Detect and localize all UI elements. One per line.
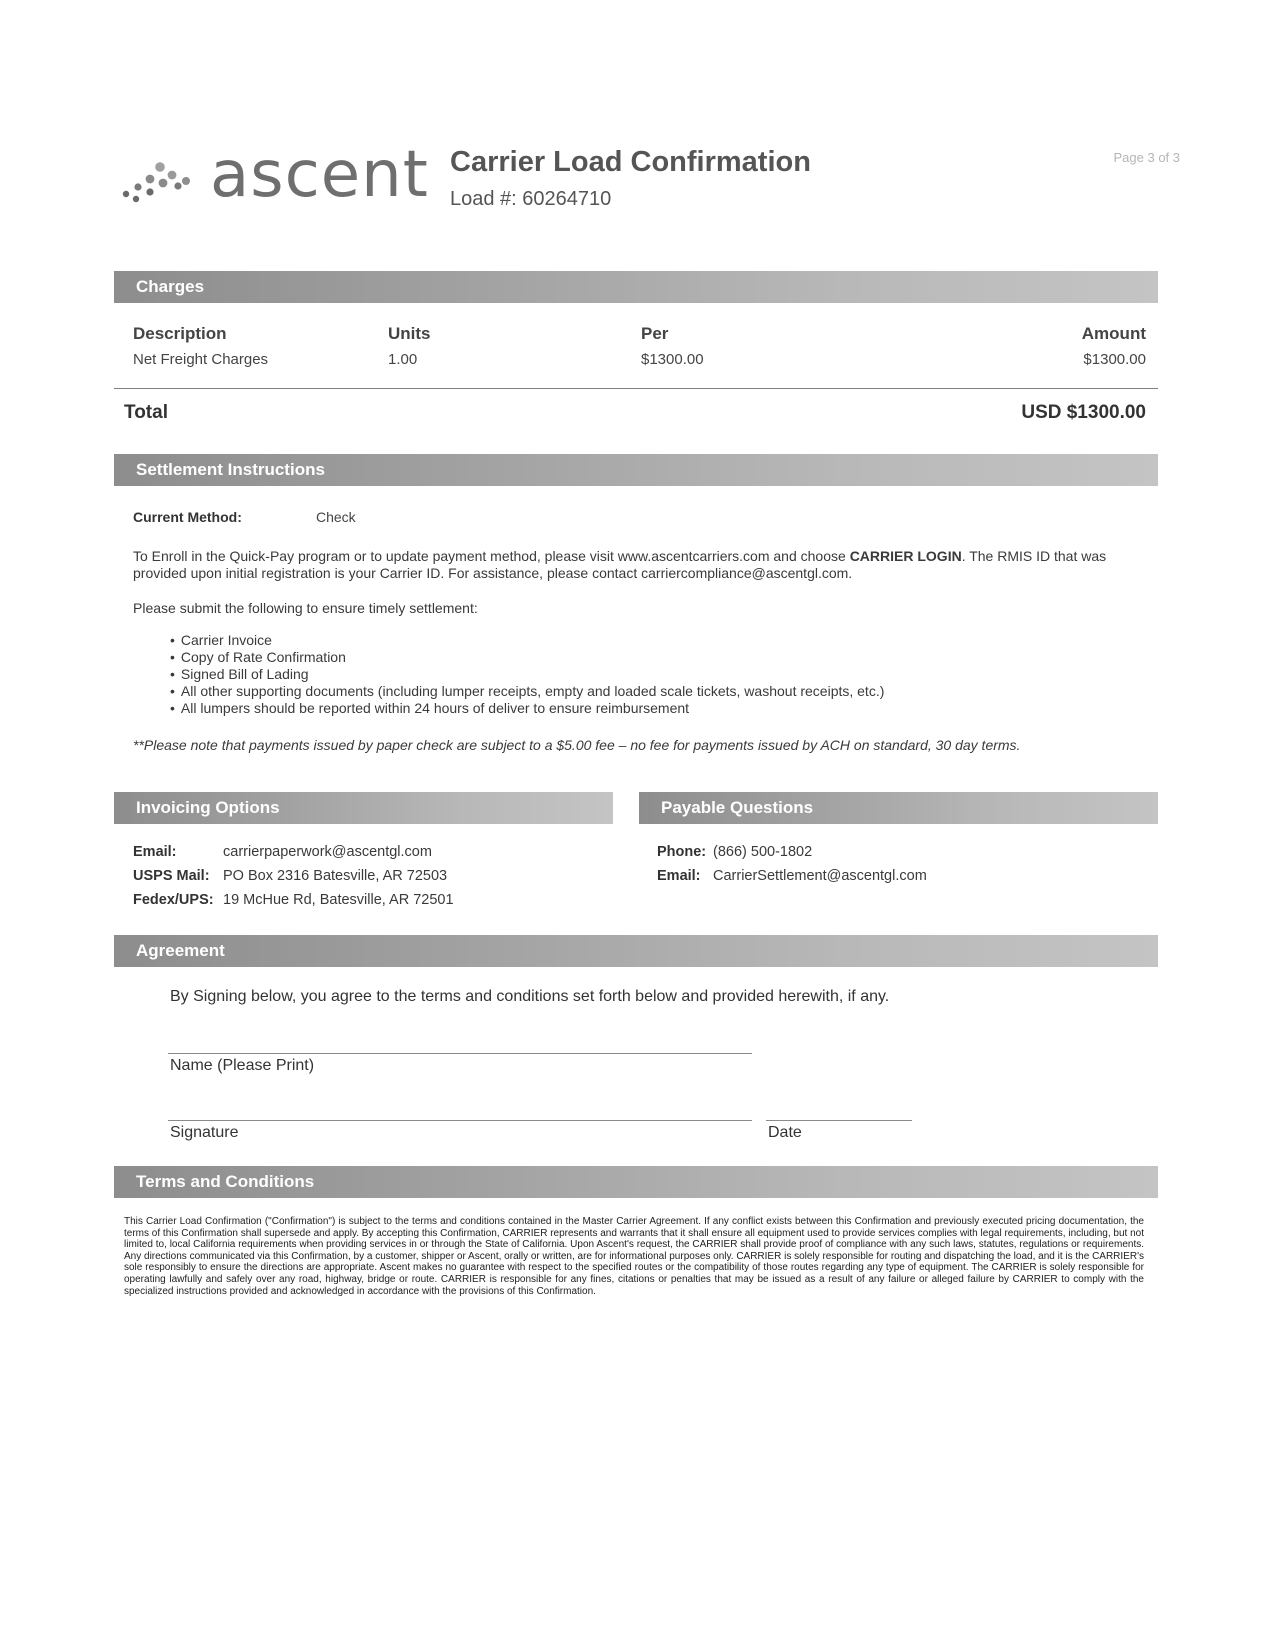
- fedex-ups-label: Fedex/UPS:: [133, 892, 214, 908]
- settlement-section-header: Settlement Instructions: [114, 454, 1158, 486]
- fedex-ups-row: [133, 892, 454, 908]
- enroll-text-2: . The RMIS ID that was provided upon initial registration is your Carrier ID. For assistance, please contact carriercompliance@ascentgl.com.: [133, 548, 1107, 581]
- payable-section-header: Payable Questions: [639, 792, 1158, 824]
- terms-body: This Carrier Load Confirmation ("Confirmation") is subject to the terms and conditions contained in the Master Carrier Agreement. If any conflict exists between this Confirmation and previously executed pricing documentation, the terms of this Confirmation shall supersede and apply. By accepting this Confirmation, CARRIER represents and warrants that it shall ensure all equipment used to provide services complies with legal requirements, including, but not limited to, local California requirements when providing services in or through the State of California. Upon Ascent's request, the CARRIER shall provide proof of compliance with any such laws, statutes, regulations or requirements. Any directions communicated via this Confirmation, by a customer, shipper or Ascent, orally or written, are for informational purposes only. CARRIER is solely responsible for routing and dispatching the load, and it is the CARRIER's sole responsibly to ensure the directions are appropriate. Ascent makes no guarantee with respect to the specified routes or the compatibility of those routes regarding any type of equipment. The CARRIER is solely responsible for operating lawfully and safely over any road, highway, bridge or route. CARRIER is responsible for any fines, citations or penalties that may be issued as a result of any failure or alleged failure by CARRIER to comply with the specialized instructions provided and acknowledged in accordance with the provisions of this Confirmation.: [124, 1216, 1144, 1297]
- usps-mail-value: PO Box 2316 Batesville, AR 72503: [223, 868, 448, 884]
- payable-email-row: [657, 868, 927, 884]
- column-header-per: Per: [641, 324, 669, 343]
- payable-phone-value: (866) 500-1802: [713, 844, 813, 860]
- list-item: • Carrier Invoice: [170, 632, 884, 649]
- charge-amount: $1300.00: [1083, 351, 1146, 368]
- usps-mail-label: USPS Mail:: [133, 868, 210, 884]
- payable-email-value: CarrierSettlement@ascentgl.com: [713, 868, 927, 884]
- agreement-section-header: Agreement: [114, 935, 1158, 967]
- document-title: Carrier Load Confirmation: [450, 146, 811, 178]
- list-item: • Copy of Rate Confirmation: [170, 649, 884, 666]
- submit-intro: Please submit the following to ensure timely settlement:: [133, 600, 478, 616]
- ascent-logo-dots-icon: [120, 150, 200, 210]
- fedex-ups-value: 19 McHue Rd, Batesville, AR 72501: [223, 892, 454, 908]
- invoicing-email-label: Email:: [133, 844, 177, 860]
- signature-line: [168, 1120, 752, 1121]
- payable-phone-row: [657, 844, 812, 860]
- payment-fee-note: **Please note that payments issued by paper check are subject to a $5.00 fee – no fee for payments issued by ACH on standard, 30 day terms.: [133, 737, 1021, 753]
- name-print-label: Name (Please Print): [170, 1057, 315, 1074]
- company-logo: ascent: [210, 138, 429, 212]
- invoicing-email-row: [133, 844, 432, 860]
- date-line: [766, 1120, 912, 1121]
- charge-per: $1300.00: [641, 351, 704, 368]
- current-method-label: Current Method:: [133, 509, 242, 525]
- charge-description: Net Freight Charges: [133, 351, 269, 368]
- column-header-amount: Amount: [1081, 324, 1146, 343]
- enroll-text-1: To Enroll in the Quick-Pay program or to update payment method, please visit www.ascentcarriers.com and choose: [133, 548, 850, 564]
- page-indicator: Page 3 of 3: [1113, 150, 1180, 165]
- agreement-text: By Signing below, you agree to the terms and conditions set forth below and provided herewith, if any.: [170, 988, 890, 1005]
- charge-units: 1.00: [388, 351, 418, 368]
- load-number-value: 60264710: [522, 188, 612, 210]
- load-number: [450, 188, 611, 211]
- enroll-instructions: [133, 548, 1143, 582]
- current-method-value: Check: [316, 509, 356, 525]
- invoicing-section-header: Invoicing Options: [114, 792, 613, 824]
- column-header-units: Units: [388, 324, 431, 343]
- name-print-line: [168, 1053, 752, 1054]
- date-label: Date: [768, 1124, 802, 1141]
- invoicing-email-value: carrierpaperwork@ascentgl.com: [223, 844, 432, 860]
- column-header-description: Description: [133, 324, 227, 343]
- total-value: USD $1300.00: [1021, 402, 1146, 423]
- charges-section-header: Charges: [114, 271, 1158, 303]
- payable-email-label: Email:: [657, 868, 701, 884]
- list-item: • Signed Bill of Lading: [170, 666, 884, 683]
- total-label: Total: [124, 402, 168, 423]
- total-divider: [114, 388, 1158, 389]
- settlement-checklist: [170, 632, 884, 717]
- terms-section-header: Terms and Conditions: [114, 1166, 1158, 1198]
- signature-label: Signature: [170, 1124, 239, 1141]
- load-number-label: Load #:: [450, 188, 517, 210]
- payable-phone-label: Phone:: [657, 844, 707, 860]
- list-item: • All lumpers should be reported within 24 hours of deliver to ensure reimbursement: [170, 700, 884, 717]
- list-item: • All other supporting documents (including lumper receipts, empty and loaded scale tickets, washout receipts, etc.): [170, 683, 884, 700]
- usps-mail-row: [133, 868, 447, 884]
- carrier-login-emphasis: CARRIER LOGIN: [849, 548, 962, 564]
